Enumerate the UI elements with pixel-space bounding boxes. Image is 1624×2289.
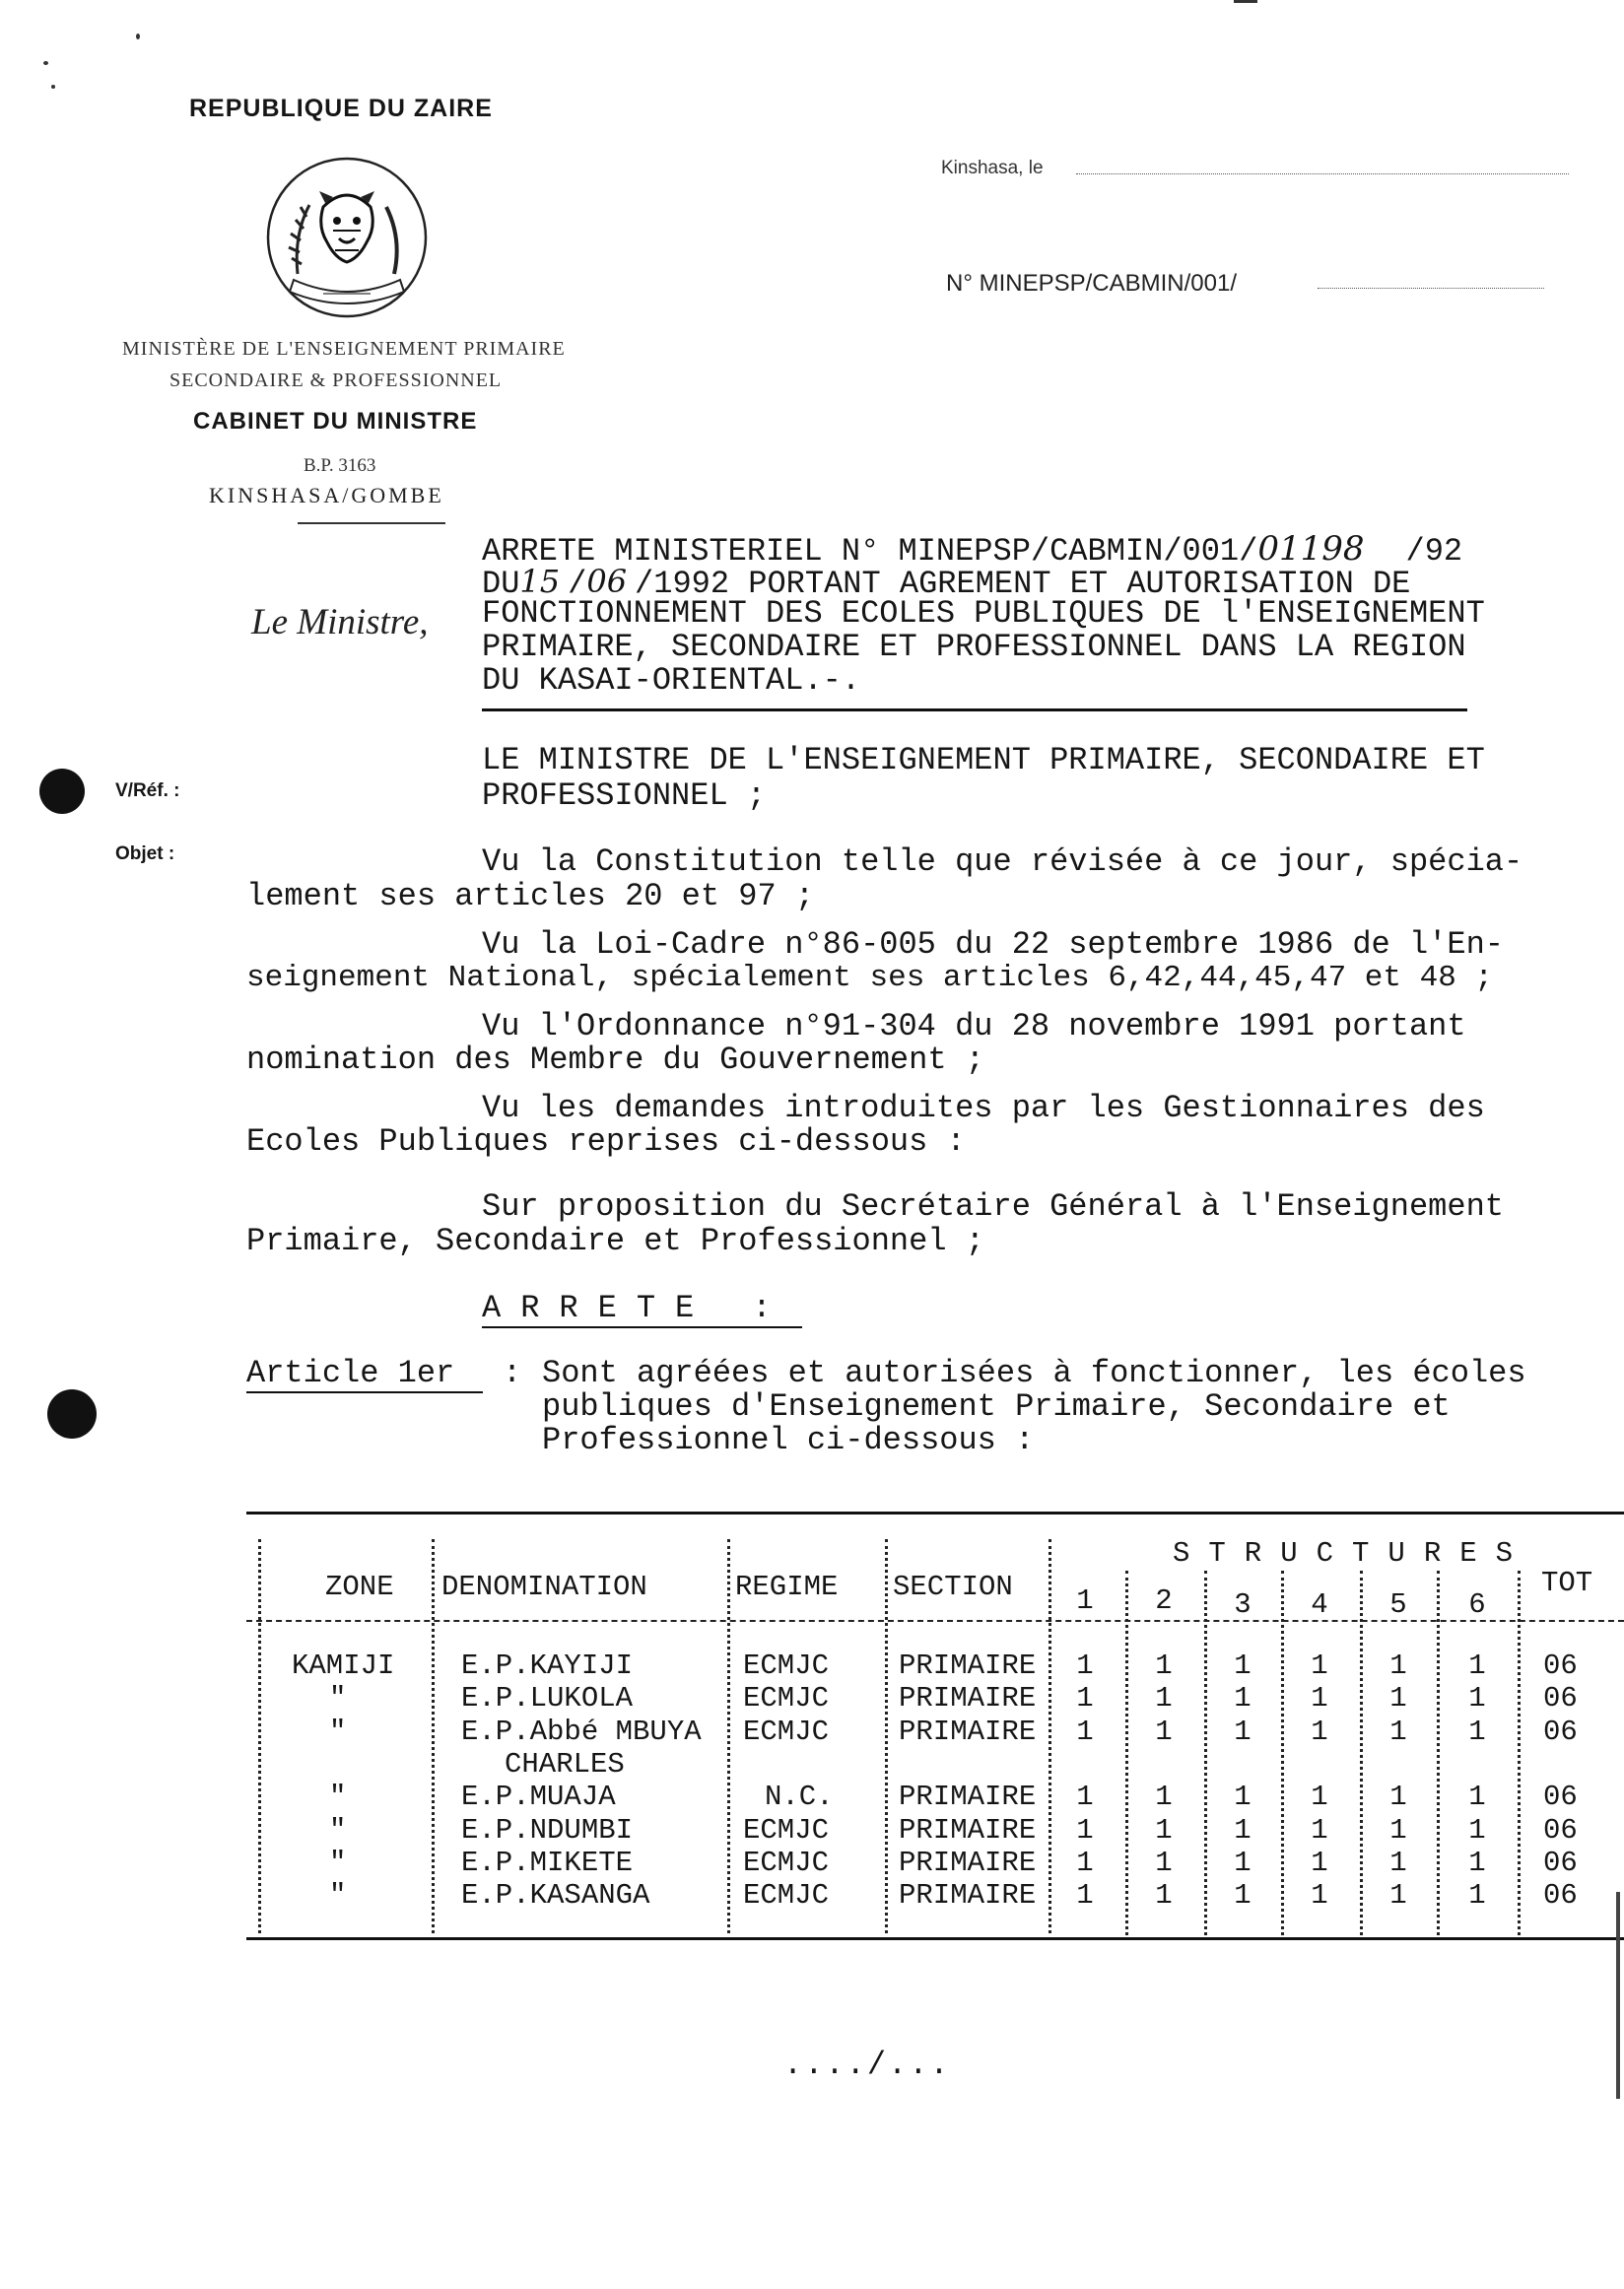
row-level-1: 1 (1076, 1649, 1094, 1682)
row-zone: " (329, 1847, 347, 1879)
header-level-4: 4 (1311, 1588, 1328, 1621)
row-level-2: 1 (1155, 1649, 1173, 1682)
row-level-2: 1 (1155, 1781, 1173, 1813)
title-line-1 (482, 529, 1463, 570)
column-separator (1125, 1571, 1128, 1935)
row-level-2: 1 (1155, 1682, 1173, 1715)
row-level-1: 1 (1076, 1847, 1094, 1879)
row-zone: " (329, 1814, 347, 1847)
row-level-5: 1 (1389, 1879, 1407, 1912)
row-level-3: 1 (1234, 1847, 1252, 1879)
row-level-5: 1 (1389, 1716, 1407, 1748)
ministry-name-line2: SECONDAIRE & PROFESSIONNEL (169, 370, 503, 391)
objet-label: Objet : (115, 843, 175, 864)
row-zone: KAMIJI (292, 1649, 395, 1682)
consideration-3-line1: Vu l'Ordonnance n°91-304 du 28 novembre 1991 portant (482, 1008, 1466, 1044)
reference-number-label: N° MINEPSP/CABMIN/001/ (946, 270, 1238, 297)
header-structures: STRUCTURES (1173, 1537, 1532, 1570)
row-total: 06 (1543, 1716, 1578, 1748)
row-denomination: E.P.NDUMBI (461, 1814, 634, 1847)
column-separator (1518, 1571, 1521, 1935)
arrete-heading: ARRETE : (482, 1290, 791, 1326)
consideration-2-line1: Vu la Loi-Cadre n°86-005 du 22 septembre 1986 de l'En- (482, 926, 1504, 963)
row-level-3: 1 (1234, 1716, 1252, 1748)
scan-edge (1616, 1892, 1620, 2099)
table-top-rule (246, 1512, 1624, 1515)
row-regime: N.C. (765, 1781, 834, 1813)
consideration-1-line2: lement ses articles 20 et 97 ; (246, 878, 815, 914)
row-regime: ECMJC (743, 1682, 830, 1715)
row-level-3: 1 (1234, 1649, 1252, 1682)
row-level-2: 1 (1155, 1716, 1173, 1748)
row-section: PRIMAIRE (899, 1716, 1037, 1748)
title-year: /92 (1405, 533, 1463, 570)
cabinet-heading: CABINET DU MINISTRE (193, 408, 478, 435)
consideration-3-line2: nomination des Membre du Gouvernement ; (246, 1042, 984, 1078)
scan-speck (43, 61, 48, 65)
row-section: PRIMAIRE (899, 1649, 1037, 1682)
row-level-6: 1 (1468, 1781, 1486, 1813)
title-line-3: FONCTIONNEMENT DES ECOLES PUBLIQUES DE l'ENSEIGNEMENT (482, 595, 1485, 632)
row-level-4: 1 (1311, 1649, 1328, 1682)
consideration-4-line1: Vu les demandes introduites par les Gestionnaires des (482, 1090, 1485, 1126)
row-level-6: 1 (1468, 1847, 1486, 1879)
row-section: PRIMAIRE (899, 1781, 1037, 1813)
row-denomination: E.P.Abbé MBUYA (461, 1716, 702, 1748)
handwritten-day: 15 (519, 563, 561, 600)
row-zone: " (329, 1879, 347, 1912)
date-fill-line (1076, 173, 1569, 174)
article-1-separator: : (503, 1355, 522, 1391)
header-denomination: DENOMINATION (441, 1571, 647, 1603)
table-bottom-rule (246, 1937, 1624, 1940)
row-level-4: 1 (1311, 1814, 1328, 1847)
date-place-label: Kinshasa, le (941, 158, 1044, 178)
row-regime: ECMJC (743, 1649, 830, 1682)
row-regime: ECMJC (743, 1814, 830, 1847)
le-ministre-handwritten: Le Ministre, (251, 602, 429, 642)
header-level-6: 6 (1468, 1588, 1486, 1621)
row-level-3: 1 (1234, 1814, 1252, 1847)
article-1-underline (246, 1391, 483, 1393)
row-regime: ECMJC (743, 1847, 830, 1879)
row-level-5: 1 (1389, 1682, 1407, 1715)
scan-speck (1234, 0, 1257, 3)
row-regime: ECMJC (743, 1879, 830, 1912)
title-line-5: DU KASAI-ORIENTAL.-. (482, 662, 861, 699)
column-separator (1281, 1571, 1284, 1935)
header-level-3: 3 (1234, 1588, 1252, 1621)
row-level-4: 1 (1311, 1781, 1328, 1813)
header-regime: REGIME (735, 1571, 839, 1603)
scan-speck (51, 85, 55, 89)
row-regime: ECMJC (743, 1716, 830, 1748)
consideration-4-line2: Ecoles Publiques reprises ci-dessous : (246, 1123, 966, 1160)
column-separator (885, 1539, 888, 1933)
schools-table (246, 1512, 1624, 1943)
row-zone: " (329, 1682, 347, 1715)
row-level-1: 1 (1076, 1716, 1094, 1748)
consideration-5-line2: Primaire, Secondaire et Professionnel ; (246, 1223, 984, 1259)
row-denomination: E.P.KASANGA (461, 1879, 650, 1912)
column-separator (1204, 1571, 1207, 1935)
row-zone: " (329, 1781, 347, 1813)
handwritten-month: 06 (586, 563, 628, 600)
article-1-label: Article 1er (246, 1355, 455, 1391)
row-total: 06 (1543, 1649, 1578, 1682)
row-denomination: E.P.MUAJA (461, 1781, 616, 1813)
title-text: ARRETE MINISTERIEL N° MINEPSP/CABMIN/001/ (482, 533, 1258, 570)
row-level-6: 1 (1468, 1879, 1486, 1912)
handwritten-number: 01198 (1257, 529, 1365, 569)
row-denomination-continued: CHARLES (505, 1748, 625, 1781)
row-level-3: 1 (1234, 1879, 1252, 1912)
column-separator (1437, 1571, 1440, 1935)
column-separator (1360, 1571, 1363, 1935)
ministry-name-line1: MINISTÈRE DE L'ENSEIGNEMENT PRIMAIRE (122, 338, 566, 360)
minister-heading-line1: LE MINISTRE DE L'ENSEIGNEMENT PRIMAIRE, SECONDAIRE ET (482, 742, 1485, 778)
article-1-line3: Professionnel ci-dessous : (542, 1422, 1035, 1458)
consideration-5-line1: Sur proposition du Secrétaire Général à l'Enseignement (482, 1188, 1504, 1225)
title-line-4: PRIMAIRE, SECONDAIRE ET PROFESSIONNEL DANS LA REGION (482, 629, 1466, 665)
row-level-2: 1 (1155, 1847, 1173, 1879)
title-text: /1992 PORTANT AGREMENT ET AUTORISATION DE (635, 566, 1411, 602)
article-1-line1: Sont agréées et autorisées à fonctionner, les écoles (542, 1355, 1526, 1391)
article-1-line2: publiques d'Enseignement Primaire, Secondaire et (542, 1388, 1451, 1425)
postal-box: B.P. 3163 (304, 455, 376, 476)
title-text: DU (482, 566, 520, 602)
consideration-1-line1: Vu la Constitution telle que révisée à ce jour, spécia- (482, 843, 1523, 880)
column-separator (258, 1539, 261, 1933)
title-text: / (568, 566, 587, 602)
row-level-6: 1 (1468, 1649, 1486, 1682)
row-denomination: E.P.LUKOLA (461, 1682, 634, 1715)
header-total: TOT (1541, 1567, 1593, 1599)
row-zone: " (329, 1716, 347, 1748)
row-level-4: 1 (1311, 1847, 1328, 1879)
header-level-1: 1 (1076, 1584, 1094, 1617)
page-continuation: ..../... (783, 2047, 951, 2083)
row-level-6: 1 (1468, 1682, 1486, 1715)
row-level-5: 1 (1389, 1649, 1407, 1682)
row-level-1: 1 (1076, 1781, 1094, 1813)
row-level-3: 1 (1234, 1682, 1252, 1715)
vref-label: V/Réf. : (115, 780, 180, 801)
row-level-6: 1 (1468, 1814, 1486, 1847)
row-level-2: 1 (1155, 1879, 1173, 1912)
header-zone: ZONE (325, 1571, 394, 1603)
scan-speck (136, 34, 140, 39)
minister-heading-line2: PROFESSIONNEL ; (482, 777, 767, 814)
republic-heading: REPUBLIQUE DU ZAIRE (189, 95, 493, 122)
punch-hole-mark (39, 769, 85, 814)
header-divider (298, 522, 445, 524)
arrete-underline (482, 1326, 802, 1328)
reference-fill-line (1318, 288, 1544, 289)
row-level-5: 1 (1389, 1781, 1407, 1813)
row-total: 06 (1543, 1814, 1578, 1847)
consideration-2-line2: seignement National, spécialement ses articles 6,42,44,45,47 et 48 ; (246, 961, 1494, 995)
row-level-3: 1 (1234, 1781, 1252, 1813)
row-level-1: 1 (1076, 1814, 1094, 1847)
row-level-4: 1 (1311, 1716, 1328, 1748)
row-total: 06 (1543, 1847, 1578, 1879)
row-total: 06 (1543, 1781, 1578, 1813)
column-separator (432, 1539, 435, 1933)
row-denomination: E.P.MIKETE (461, 1847, 634, 1879)
coat-of-arms-seal-icon (264, 156, 430, 319)
row-section: PRIMAIRE (899, 1814, 1037, 1847)
header-level-5: 5 (1389, 1588, 1407, 1621)
row-level-2: 1 (1155, 1814, 1173, 1847)
header-level-2: 2 (1155, 1584, 1173, 1617)
header-section: SECTION (893, 1571, 1013, 1603)
punch-hole-mark (47, 1389, 97, 1439)
title-rule (482, 708, 1467, 711)
row-level-5: 1 (1389, 1847, 1407, 1879)
row-level-5: 1 (1389, 1814, 1407, 1847)
column-separator (1049, 1539, 1051, 1933)
row-section: PRIMAIRE (899, 1847, 1037, 1879)
row-level-1: 1 (1076, 1682, 1094, 1715)
row-level-4: 1 (1311, 1879, 1328, 1912)
row-total: 06 (1543, 1682, 1578, 1715)
row-section: PRIMAIRE (899, 1879, 1037, 1912)
row-level-4: 1 (1311, 1682, 1328, 1715)
row-level-6: 1 (1468, 1716, 1486, 1748)
row-total: 06 (1543, 1879, 1578, 1912)
row-denomination: E.P.KAYIJI (461, 1649, 634, 1682)
row-section: PRIMAIRE (899, 1682, 1037, 1715)
table-header-rule (246, 1620, 1624, 1622)
row-level-1: 1 (1076, 1879, 1094, 1912)
city-label: KINSHASA/GOMBE (209, 483, 444, 507)
column-separator (727, 1539, 730, 1933)
